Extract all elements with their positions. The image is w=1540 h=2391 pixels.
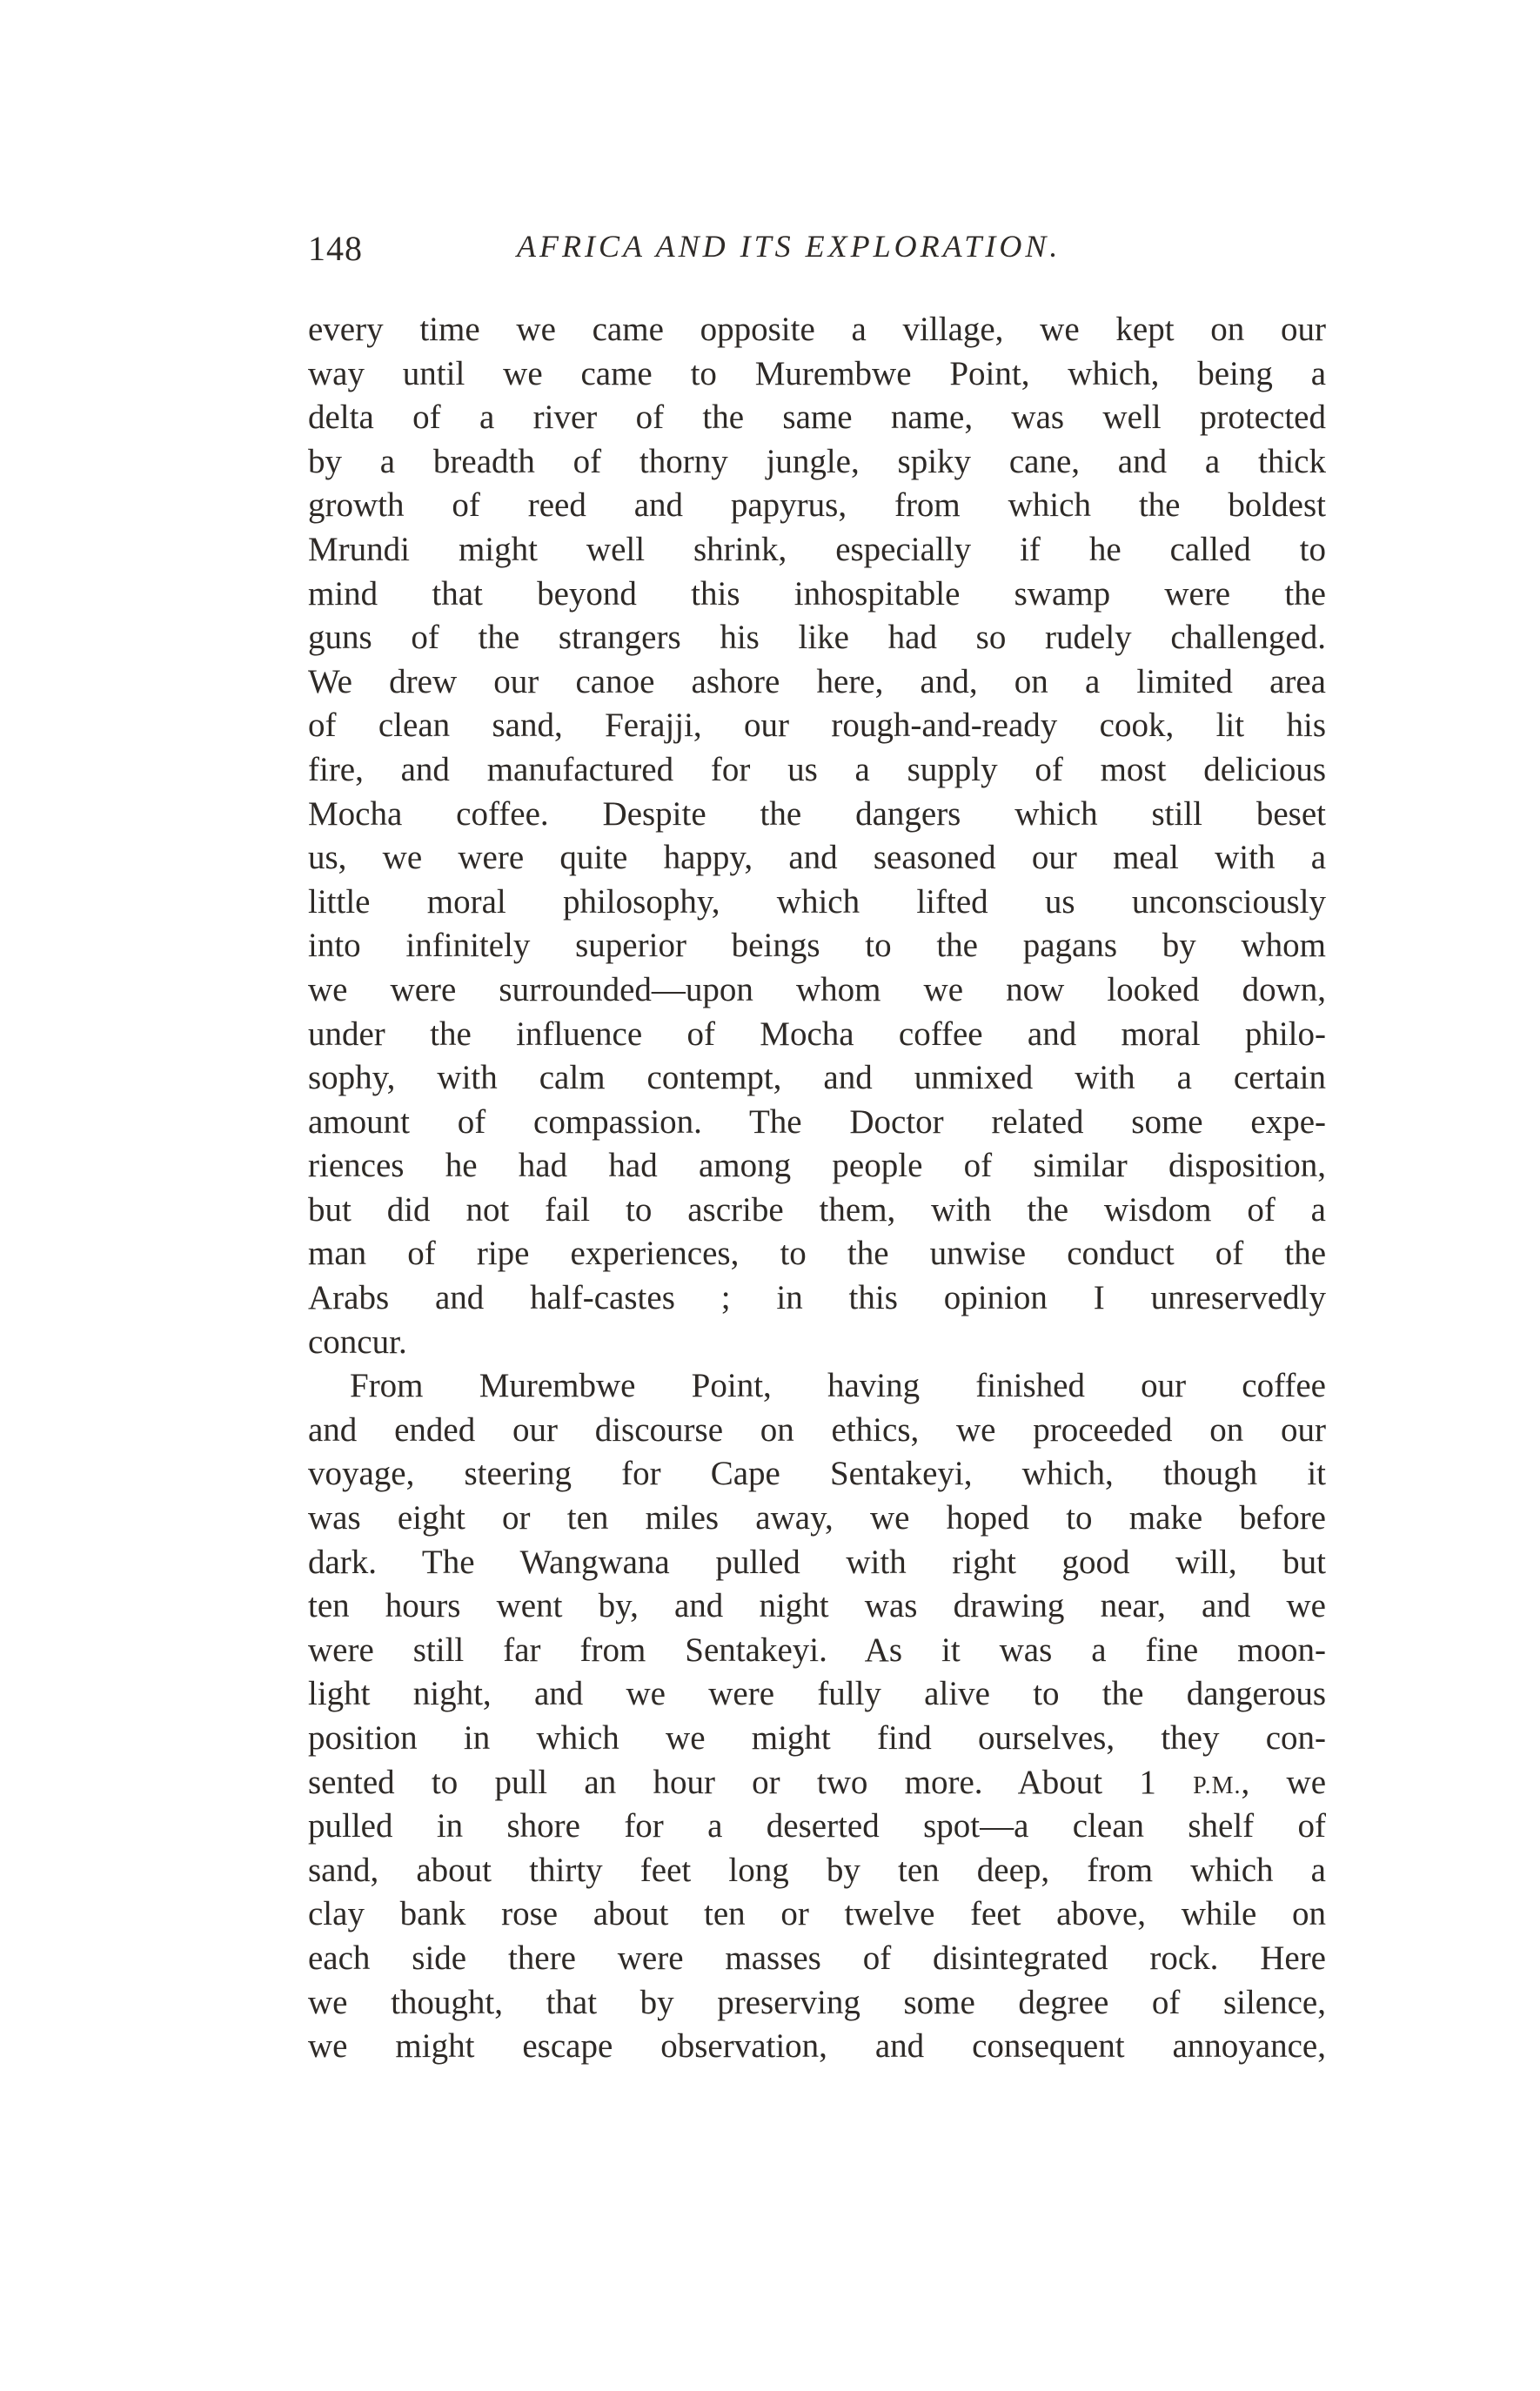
text-line: voyage, steering for Cape Sentakeyi, which, though it <box>308 1455 1326 1493</box>
text-line: by a breadth of thorny jungle, spiky cane, and a thick <box>308 442 1326 480</box>
text-line: under the influence of Mocha coffee and moral philo- <box>308 1015 1326 1053</box>
text-line: pulled in shore for a deserted spot—a clean shelf of <box>308 1807 1326 1845</box>
text-line <box>308 1761 1326 1805</box>
text-line: were still far from Sentakeyi. As it was a fine moon- <box>308 1631 1326 1669</box>
text-line: light night, and we were fully alive to the dangerous <box>308 1675 1326 1713</box>
text-line: amount of compassion. The Doctor related some expe- <box>308 1102 1326 1141</box>
text-line: sophy, with calm contempt, and unmixed with a certain <box>308 1059 1326 1097</box>
text-line: position in which we might find ourselves, they con- <box>308 1719 1326 1757</box>
page-header <box>308 228 1326 280</box>
text-line: us, we were quite happy, and seasoned our meal with a <box>308 839 1326 877</box>
text-line: but did not fail to ascribe them, with the wisdom of a <box>308 1190 1326 1229</box>
text-line: ten hours went by, and night was drawing near, and we <box>308 1587 1326 1625</box>
text-line: little moral philosophy, which lifted us unconsciously <box>308 882 1326 921</box>
text-line: we might escape observation, and consequent annoyance, <box>308 2027 1326 2066</box>
text-line: From Murembwe Point, having finished our coffee <box>350 1367 1326 1405</box>
text-line: Arabs and half-castes ; in this opinion I unreservedly <box>308 1279 1326 1317</box>
page-number: 148 <box>308 229 363 268</box>
time-abbreviation: P.M. <box>1193 1771 1242 1799</box>
text-line: fire, and manufactured for us a supply of most delicious <box>308 750 1326 788</box>
text-line: growth of reed and papyrus, from which the boldest <box>308 486 1326 525</box>
text-segment: sented to pull an hour or two more. About 1 <box>308 1763 1156 1801</box>
text-line: We drew our canoe ashore here, and, on a limited area <box>308 662 1326 700</box>
text-line: mind that beyond this inhospitable swamp were the <box>308 574 1326 613</box>
running-head: AFRICA AND ITS EXPLORATION. <box>517 229 1061 264</box>
text-line: into infinitely superior beings to the pagans by whom <box>308 927 1326 965</box>
text-line: way until we came to Murembwe Point, which, being a <box>308 354 1326 392</box>
text-line: each side there were masses of disintegrated rock. Here <box>308 1939 1326 1977</box>
text-line: concur. <box>308 1323 407 1361</box>
text-line: riences he had had among people of similar disposition, <box>308 1147 1326 1185</box>
text-line: we thought, that by preserving some degree of silence, <box>308 1983 1326 2021</box>
text-line: sand, about thirty feet long by ten deep, from which a <box>308 1851 1326 1889</box>
text-line: Mrundi might well shrink, especially if he called to <box>308 530 1326 568</box>
text-line: dark. The Wangwana pulled with right good will, but <box>308 1543 1326 1581</box>
text-line: delta of a river of the same name, was well protected <box>308 398 1326 437</box>
text-segment: , we <box>1241 1763 1326 1801</box>
text-line: man of ripe experiences, to the unwise conduct of the <box>308 1235 1326 1273</box>
body-text <box>308 308 1326 2069</box>
text-line: clay bank rose about ten or twelve feet above, while on <box>308 1895 1326 1933</box>
text-line: we were surrounded—upon whom we now looked down, <box>308 970 1326 1008</box>
text-line: and ended our discourse on ethics, we proceeded on our <box>308 1410 1326 1449</box>
text-line: was eight or ten miles away, we hoped to make before <box>308 1499 1326 1537</box>
text-line: guns of the strangers his like had so rudely challenged. <box>308 619 1326 657</box>
text-line: every time we came opposite a village, we kept on our <box>308 311 1326 348</box>
text-line: of clean sand, Ferajji, our rough-and-ready cook, lit his <box>308 707 1326 745</box>
text-line: Mocha coffee. Despite the dangers which still beset <box>308 794 1326 833</box>
